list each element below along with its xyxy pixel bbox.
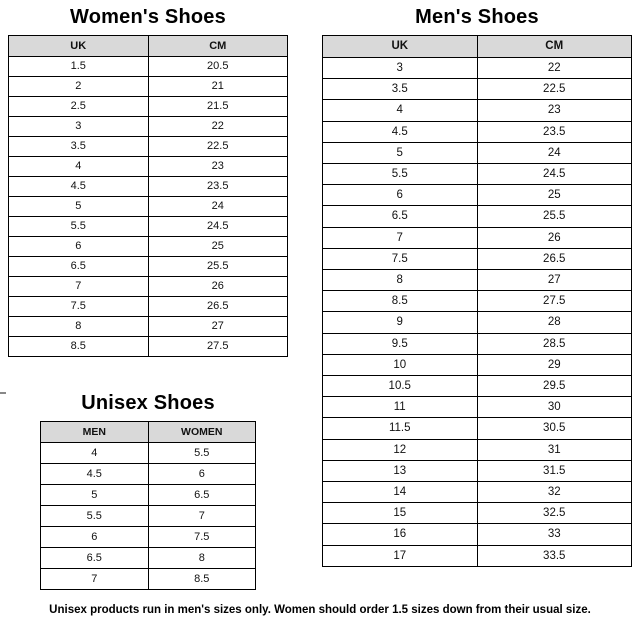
page-edge-mark <box>0 392 6 394</box>
cell-uk: 5.5 <box>323 164 478 185</box>
table-row <box>323 460 632 481</box>
table-row <box>41 548 256 569</box>
cell-uk: 9.5 <box>323 333 478 354</box>
table-row <box>323 291 632 312</box>
cell-uk: 5.5 <box>9 217 149 237</box>
cell-cm: 33 <box>477 524 632 545</box>
table-header-row <box>9 36 288 57</box>
cell-cm: 28.5 <box>477 333 632 354</box>
cell-uk: 8.5 <box>9 337 149 357</box>
cell-women: 8 <box>148 548 256 569</box>
cell-cm: 27.5 <box>148 337 288 357</box>
table-row <box>9 57 288 77</box>
column-header-men: MEN <box>41 422 149 443</box>
cell-uk: 1.5 <box>9 57 149 77</box>
cell-uk: 2 <box>9 77 149 97</box>
table-row <box>9 157 288 177</box>
cell-uk: 12 <box>323 439 478 460</box>
cell-cm: 27 <box>477 270 632 291</box>
cell-cm: 29 <box>477 354 632 375</box>
cell-men: 5 <box>41 485 149 506</box>
table-row <box>9 77 288 97</box>
mens-shoes-title: Men's Shoes <box>415 6 539 28</box>
cell-cm: 24 <box>148 197 288 217</box>
cell-cm: 23 <box>477 100 632 121</box>
cell-uk: 3 <box>9 117 149 137</box>
cell-men: 4.5 <box>41 464 149 485</box>
column-header-uk: UK <box>323 36 478 58</box>
cell-uk: 6 <box>9 237 149 257</box>
cell-cm: 23.5 <box>477 121 632 142</box>
cell-uk: 8 <box>9 317 149 337</box>
womens-shoes-table <box>8 35 288 357</box>
table-row <box>323 524 632 545</box>
cell-cm: 25.5 <box>477 206 632 227</box>
table-row <box>41 569 256 590</box>
cell-cm: 26 <box>477 227 632 248</box>
cell-cm: 22.5 <box>148 137 288 157</box>
cell-women: 5.5 <box>148 443 256 464</box>
cell-uk: 5 <box>9 197 149 217</box>
column-header-cm: CM <box>477 36 632 58</box>
cell-cm: 29.5 <box>477 376 632 397</box>
table-row <box>41 443 256 464</box>
womens-shoes-title: Women's Shoes <box>70 6 226 28</box>
cell-uk: 3.5 <box>323 79 478 100</box>
cell-uk: 3 <box>323 58 478 79</box>
cell-cm: 21 <box>148 77 288 97</box>
cell-cm: 27.5 <box>477 291 632 312</box>
cell-cm: 25 <box>148 237 288 257</box>
table-row <box>323 185 632 206</box>
cell-cm: 22.5 <box>477 79 632 100</box>
cell-cm: 25 <box>477 185 632 206</box>
column-header-women: WOMEN <box>148 422 256 443</box>
cell-uk: 5 <box>323 142 478 163</box>
table-row <box>323 418 632 439</box>
cell-women: 8.5 <box>148 569 256 590</box>
cell-uk: 9 <box>323 312 478 333</box>
table-row <box>9 317 288 337</box>
table-row <box>323 58 632 79</box>
cell-cm: 23 <box>148 157 288 177</box>
table-row <box>41 527 256 548</box>
table-row <box>323 545 632 566</box>
unisex-shoes-title: Unisex Shoes <box>81 392 215 414</box>
cell-cm: 28 <box>477 312 632 333</box>
cell-cm: 31.5 <box>477 460 632 481</box>
cell-uk: 7.5 <box>9 297 149 317</box>
table-row <box>323 354 632 375</box>
cell-men: 5.5 <box>41 506 149 527</box>
cell-cm: 25.5 <box>148 257 288 277</box>
cell-uk: 4 <box>323 100 478 121</box>
cell-men: 6.5 <box>41 548 149 569</box>
column-header-uk: UK <box>9 36 149 57</box>
cell-uk: 6.5 <box>323 206 478 227</box>
cell-uk: 11.5 <box>323 418 478 439</box>
table-row <box>323 206 632 227</box>
table-row <box>323 333 632 354</box>
cell-cm: 33.5 <box>477 545 632 566</box>
cell-cm: 32.5 <box>477 503 632 524</box>
table-row <box>323 164 632 185</box>
cell-uk: 16 <box>323 524 478 545</box>
cell-uk: 11 <box>323 397 478 418</box>
cell-cm: 22 <box>148 117 288 137</box>
table-row <box>323 227 632 248</box>
table-row <box>9 257 288 277</box>
table-row <box>41 464 256 485</box>
cell-uk: 4.5 <box>9 177 149 197</box>
table-row <box>9 217 288 237</box>
table-row <box>9 237 288 257</box>
cell-uk: 7 <box>9 277 149 297</box>
cell-uk: 4.5 <box>323 121 478 142</box>
cell-men: 7 <box>41 569 149 590</box>
cell-cm: 26.5 <box>148 297 288 317</box>
table-row <box>323 121 632 142</box>
column-header-cm: CM <box>148 36 288 57</box>
cell-uk: 10.5 <box>323 376 478 397</box>
table-row <box>323 142 632 163</box>
cell-women: 7 <box>148 506 256 527</box>
cell-uk: 15 <box>323 503 478 524</box>
cell-cm: 21.5 <box>148 97 288 117</box>
table-row <box>323 312 632 333</box>
table-row <box>9 197 288 217</box>
womens-table-body <box>9 57 288 357</box>
cell-uk: 7.5 <box>323 248 478 269</box>
cell-uk: 7 <box>323 227 478 248</box>
table-header-row <box>41 422 256 443</box>
table-row <box>323 482 632 503</box>
cell-uk: 4 <box>9 157 149 177</box>
cell-men: 6 <box>41 527 149 548</box>
cell-cm: 26 <box>148 277 288 297</box>
cell-cm: 26.5 <box>477 248 632 269</box>
footnote-text: Unisex products run in men's sizes only. Women should order 1.5 sizes down from their usual size. <box>49 604 591 616</box>
cell-cm: 31 <box>477 439 632 460</box>
cell-uk: 6 <box>323 185 478 206</box>
table-row <box>9 277 288 297</box>
cell-cm: 24 <box>477 142 632 163</box>
mens-shoes-table <box>322 35 632 567</box>
cell-uk: 17 <box>323 545 478 566</box>
table-row <box>9 297 288 317</box>
cell-uk: 8.5 <box>323 291 478 312</box>
cell-uk: 14 <box>323 482 478 503</box>
womens-shoes-panel <box>8 6 288 357</box>
table-row <box>41 506 256 527</box>
mens-shoes-panel <box>322 6 632 567</box>
table-row <box>323 270 632 291</box>
cell-cm: 30.5 <box>477 418 632 439</box>
cell-uk: 8 <box>323 270 478 291</box>
table-row <box>9 137 288 157</box>
cell-uk: 13 <box>323 460 478 481</box>
unisex-shoes-table <box>40 421 256 590</box>
cell-cm: 23.5 <box>148 177 288 197</box>
table-row <box>9 97 288 117</box>
cell-cm: 22 <box>477 58 632 79</box>
cell-uk: 3.5 <box>9 137 149 157</box>
cell-cm: 20.5 <box>148 57 288 77</box>
table-header-row <box>323 36 632 58</box>
table-row <box>323 439 632 460</box>
cell-cm: 27 <box>148 317 288 337</box>
table-row <box>323 397 632 418</box>
cell-cm: 32 <box>477 482 632 503</box>
cell-cm: 30 <box>477 397 632 418</box>
cell-women: 7.5 <box>148 527 256 548</box>
cell-uk: 6.5 <box>9 257 149 277</box>
table-row <box>323 376 632 397</box>
cell-women: 6 <box>148 464 256 485</box>
table-row <box>9 117 288 137</box>
cell-cm: 24.5 <box>148 217 288 237</box>
cell-women: 6.5 <box>148 485 256 506</box>
table-row <box>323 248 632 269</box>
mens-table-body <box>323 58 632 567</box>
table-row <box>323 100 632 121</box>
table-row <box>41 485 256 506</box>
table-row <box>9 177 288 197</box>
cell-cm: 24.5 <box>477 164 632 185</box>
table-row <box>323 79 632 100</box>
cell-uk: 2.5 <box>9 97 149 117</box>
table-row <box>323 503 632 524</box>
unisex-table-body <box>41 443 256 590</box>
cell-men: 4 <box>41 443 149 464</box>
unisex-shoes-panel <box>40 392 256 590</box>
table-row <box>9 337 288 357</box>
cell-uk: 10 <box>323 354 478 375</box>
